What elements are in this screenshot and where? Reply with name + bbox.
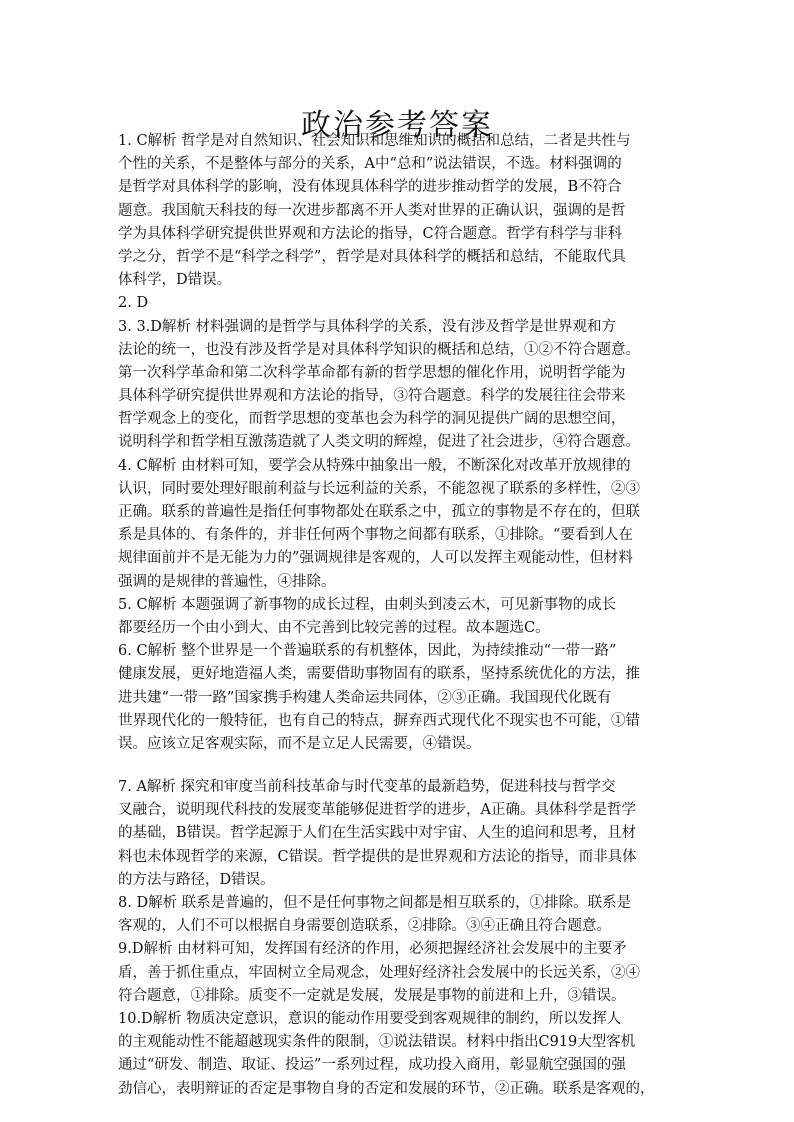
text-line: 都要经历一个由小到大、由不完善到比较完善的过程。故本题选C。 — [118, 619, 550, 636]
text-line: 5. C解析 本题强调了新事物的成长过程，由刺头到凌云木，可见新事物的成长 — [118, 596, 617, 613]
text-line: 3. 3.D解析 材料强调的是哲学与具体科学的关系，没有涉及哲学是世界观和方 — [118, 318, 617, 335]
text-line: 客观的，人们不可以根据自身需要创造联系，②排除。③④正确且符合题意。 — [118, 918, 611, 935]
text-line: 正确。联系的普遍性是指任何事物都处在联系之中，孤立的事物是不存在的，但联 — [118, 504, 640, 520]
text-line: 劲信心，表明辩证的否定是事物自身的否定和发展的环节，②正确。联系是客观的， — [118, 1080, 655, 1097]
text-line: 6. C解析 整个世界是一个普遍联系的有机整体，因此，为持续推动“一带一路” — [118, 643, 617, 660]
text-line: 盾，善于抓住重点，牢固树立全局观念，处理好经济社会发展中的长远关系，②④ — [118, 964, 640, 981]
text-line: 叉融合，说明现代科技的发展变革能够促进哲学的进步，A正确。具体科学是哲学 — [118, 802, 636, 819]
text-line: 健康发展，更好地造福人类，需要借助事物固有的联系，坚持系统优化的方法，推 — [118, 666, 640, 683]
text-line: 进共建“一带一路”国家携手构建人类命运共同体，②③正确。我国现代化既有 — [118, 689, 612, 706]
text-line: 世界现代化的一般特征，也有自己的特点，摒弃西式现代化不现实也不可能，①错 — [118, 712, 640, 729]
text-line: 2. D — [118, 295, 149, 312]
text-line: 通过“研发、制造、取证、投运”一系列过程，成功投入商用，彰显航空强国的强 — [118, 1057, 626, 1074]
text-line: 7. A解析 探究和审度当前科技革命与时代变革的最新趋势，促进科技与哲学交 — [118, 779, 616, 796]
text-line: 题意。我国航天科技的每一次进步都离不开人类对世界的正确认识，强调的是哲 — [118, 202, 626, 219]
text-line: 4. C解析 由材料可知，要学会从特殊中抽象出一般，不断深化对改革开放规律的 — [118, 457, 631, 474]
text-line: 学之分，哲学不是“科学之科学”，哲学是对具体科学的概括和总结，不能取代具 — [118, 248, 626, 265]
page-title: 政治参考答案 — [301, 108, 493, 143]
text-line: 是哲学对具体科学的影响，没有体现具体科学的进步推动哲学的发展，B不符合 — [118, 179, 622, 196]
text-line: 符合题意，①排除。质变不一定就是发展，发展是事物的前进和上升，③错误。 — [118, 987, 626, 1004]
text-line: 具体科学研究提供世界观和方法论的指导，③符合题意。科学的发展往往会带来 — [118, 388, 626, 405]
text-line: 哲学观念上的变化，而哲学思想的变革也会为科学的洞见提供广阔的思想空间， — [118, 411, 626, 428]
text-line: 1. C解析 哲学是对自然知识、社会知识和思维知识的概括和总结，二者是共性与 — [118, 133, 631, 149]
text-line: 的方法与路径，D错误。 — [118, 871, 275, 888]
text-line: 第一次科学革命和第二次科学革命都有新的哲学思想的催化作用，说明哲学能为 — [118, 364, 626, 381]
text-line: 8. D解析 联系是普遍的，但不是任何事物之间都是相互联系的，①排除。联系是 — [118, 895, 632, 911]
text-line: 系是具体的、有条件的，并非任何两个事物之间都有联系，①排除。“要看到人在 — [118, 527, 633, 544]
text-line: 9.D解析 由材料可知，发挥国有经济的作用，必须把握经济社会发展中的主要矛 — [118, 941, 627, 958]
text-line: 的主观能动性不能超越现实条件的限制，①说法错误。材料中指出C919大型客机 — [118, 1034, 636, 1051]
answer-body — [118, 130, 684, 1101]
text-line: 10.D解析 物质决定意识，意识的能动作用要受到客观规律的制约，所以发挥人 — [118, 1010, 622, 1027]
text-line: 强调的是规律的普遍性，④排除。 — [118, 573, 336, 590]
text-line: 料也未体现哲学的来源，C错误。哲学提供的是世界观和方法论的指导，而非具体 — [118, 848, 637, 865]
text-line: 说明科学和哲学相互激荡造就了人类文明的辉煌，促进了社会进步，④符合题意。 — [118, 434, 640, 451]
text-line: 学为具体科学研究提供世界观和方法论的指导，C符合题意。哲学有科学与非科 — [118, 225, 623, 242]
text-line: 认识，同时要处理好眼前利益与长远利益的关系，不能忽视了联系的多样性，②③ — [118, 480, 640, 497]
text-line: 规律面前并不是无能为力的”强调规律是客观的，人可以发挥主观能动性，但材料 — [118, 550, 633, 567]
text-line: 误。应该立足客观实际，而不是立足人民需要，④错误。 — [118, 735, 481, 752]
text-line — [118, 756, 684, 776]
text-line: 法论的统一，也没有涉及哲学是对具体科学知识的概括和总结，①②不符合题意。 — [118, 341, 640, 358]
text-line: 体科学，D错误。 — [118, 272, 232, 289]
text-line: 的基础，B错误。哲学起源于人们在生活实践中对宇宙、人生的追问和思考，且材 — [118, 825, 637, 842]
text-line: 个性的关系，不是整体与部分的关系，A中“总和”说法错误，不选。材料强调的 — [118, 156, 622, 173]
